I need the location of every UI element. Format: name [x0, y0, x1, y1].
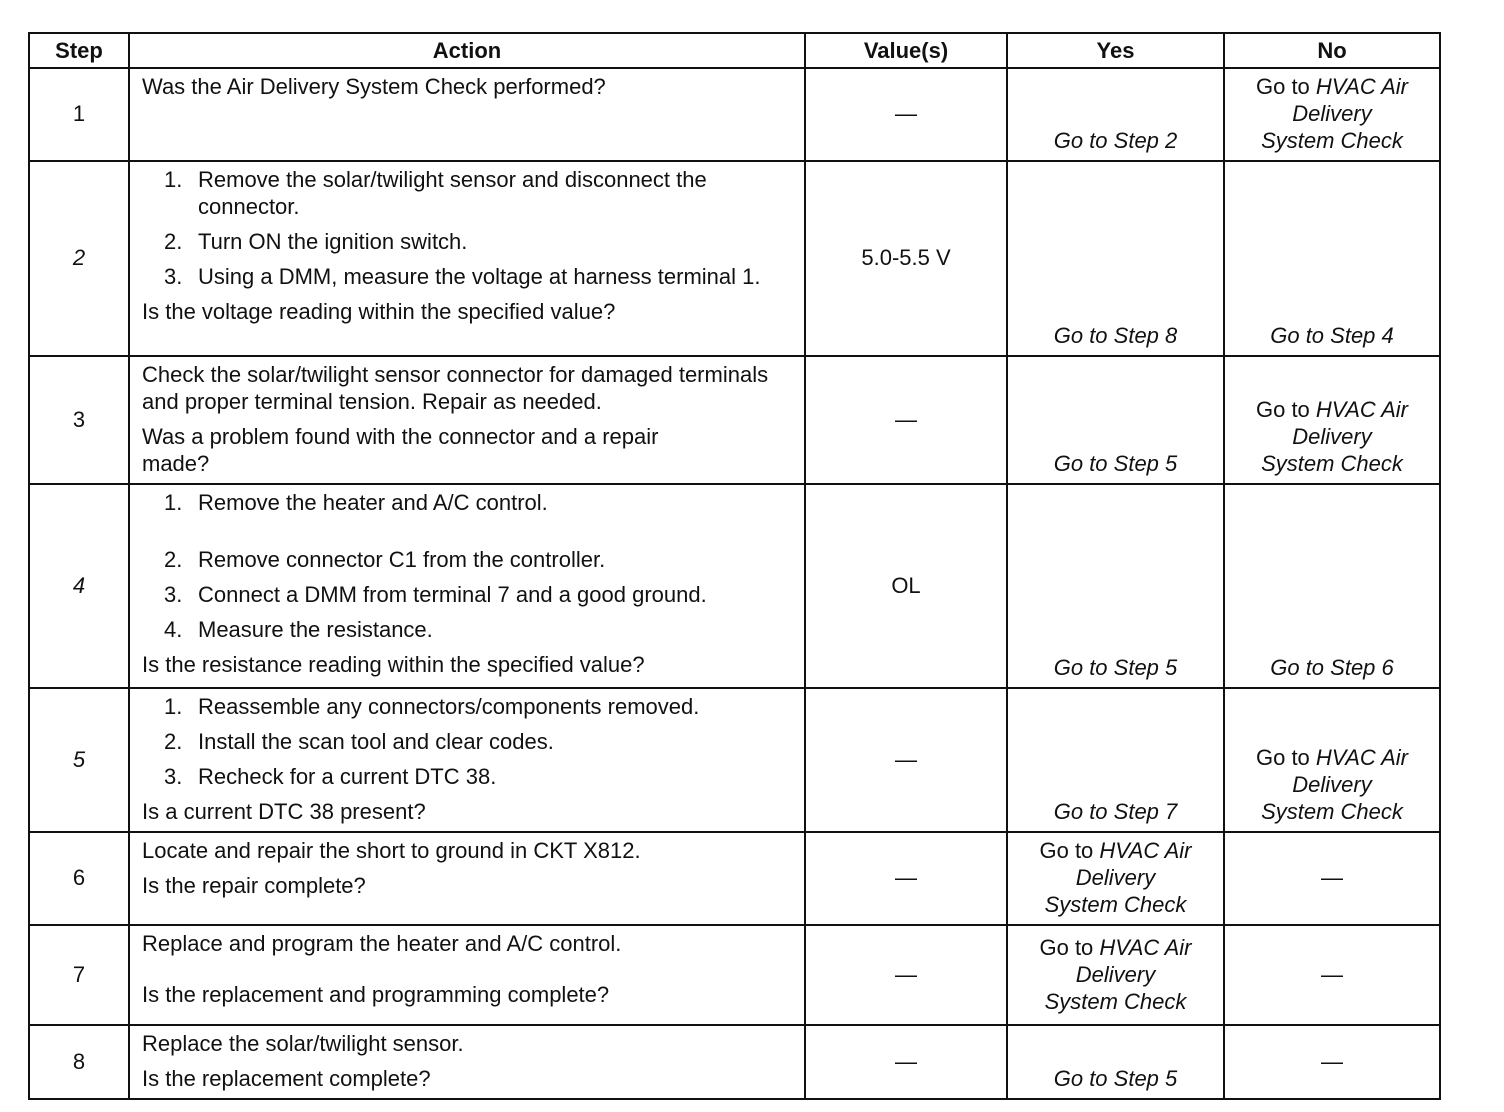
- ref-title-3: System Check: [1261, 451, 1403, 476]
- table-row: [29, 688, 1440, 832]
- action-step: [164, 693, 792, 720]
- step-index: 1.: [164, 694, 183, 719]
- ref-title-2: Delivery: [1292, 101, 1372, 126]
- step-number: 3: [29, 356, 129, 484]
- table-row: [29, 484, 1440, 688]
- step-index: 3.: [164, 582, 183, 607]
- no-cell: [1224, 688, 1440, 832]
- action-question: Is the resistance reading within the specified value?: [142, 652, 645, 677]
- action-step: [164, 581, 792, 608]
- yes-cell: Go to Step 8: [1007, 161, 1224, 356]
- step-text: Turn ON the ignition switch.: [198, 229, 468, 254]
- action-steps: [142, 693, 792, 790]
- no-cell: Go to Step 4: [1224, 161, 1440, 356]
- step-text: Install the scan tool and clear codes.: [198, 729, 554, 754]
- step-index: 3.: [164, 764, 183, 789]
- ref-title-3: System Check: [1044, 988, 1187, 1014]
- action-step: [164, 489, 792, 516]
- no-cell: —: [1224, 832, 1440, 925]
- step-text: Using a DMM, measure the voltage at harness terminal 1.: [198, 264, 761, 289]
- ref-title-2: Delivery: [1075, 961, 1156, 987]
- table-row: [29, 68, 1440, 161]
- header-values: Value(s): [805, 33, 1007, 68]
- no-cell: [1224, 356, 1440, 484]
- step-number: 5: [29, 688, 129, 832]
- no-cell: —: [1224, 925, 1440, 1025]
- table-row: [29, 356, 1440, 484]
- action-step: [164, 228, 792, 255]
- step-text: Remove the solar/twilight sensor and disconnect the connector.: [198, 167, 707, 219]
- value-cell: OL: [805, 484, 1007, 688]
- table-row: [29, 832, 1440, 925]
- table-row: [29, 1025, 1440, 1099]
- header-action: Action: [129, 33, 805, 68]
- step-index: 1.: [164, 167, 183, 192]
- yes-cell: Go to Step 5: [1007, 356, 1224, 484]
- action-text: Locate and repair the short to ground in CKT X812.: [142, 838, 641, 863]
- ref-title-2: Delivery: [1075, 865, 1156, 890]
- action-cell: [129, 356, 805, 484]
- value-cell: —: [805, 68, 1007, 161]
- no-cell: [1224, 68, 1440, 161]
- action-question: Was the Air Delivery System Check performed?: [142, 74, 606, 99]
- no-cell: —: [1224, 1025, 1440, 1099]
- step-index: 2.: [164, 229, 183, 254]
- yes-cell: [1007, 832, 1224, 925]
- header-yes: Yes: [1007, 33, 1224, 68]
- no-cell: Go to Step 6: [1224, 484, 1440, 688]
- action-steps: [142, 489, 792, 643]
- step-index: 1.: [164, 490, 183, 515]
- ref-title-2: Delivery: [1292, 772, 1372, 797]
- ref-prefix: Go to: [1255, 745, 1316, 770]
- ref-title-1: HVAC Air: [1315, 397, 1408, 422]
- action-question: Is the voltage reading within the specified value?: [142, 299, 616, 324]
- value-cell: —: [805, 1025, 1007, 1099]
- step-text: Remove the heater and A/C control.: [198, 490, 548, 515]
- action-question: Is the repair complete?: [142, 873, 366, 898]
- action-cell: [129, 1025, 805, 1099]
- yes-cell: Go to Step 5: [1007, 484, 1224, 688]
- ref-title-1: HVAC Air: [1315, 74, 1408, 99]
- header-no: No: [1224, 33, 1440, 68]
- header-step: Step: [29, 33, 129, 68]
- step-text: Reassemble any connectors/components removed.: [198, 694, 700, 719]
- action-cell: [129, 68, 805, 161]
- action-cell: [129, 161, 805, 356]
- table-row: [29, 925, 1440, 1025]
- diagnostic-table: [28, 32, 1441, 1100]
- step-number: 1: [29, 68, 129, 161]
- step-text: Measure the resistance.: [198, 617, 433, 642]
- ref-title-3: System Check: [1261, 799, 1403, 824]
- ref-title-1: HVAC Air: [1099, 934, 1192, 960]
- step-index: 2.: [164, 729, 183, 754]
- step-number: 2: [29, 161, 129, 356]
- yes-cell: Go to Step 5: [1007, 1025, 1224, 1099]
- value-cell: —: [805, 832, 1007, 925]
- step-number: 8: [29, 1025, 129, 1099]
- ref-title-2: Delivery: [1292, 424, 1372, 449]
- action-cell: [129, 925, 805, 1025]
- action-step: [164, 263, 792, 290]
- yes-cell: Go to Step 2: [1007, 68, 1224, 161]
- yes-cell: [1007, 925, 1224, 1025]
- action-question: Is the replacement and programming complete?: [142, 982, 610, 1007]
- step-index: 4.: [164, 617, 183, 642]
- ref-prefix: Go to: [1039, 838, 1100, 863]
- ref-title-1: HVAC Air: [1099, 838, 1192, 863]
- step-text: Recheck for a current DTC 38.: [198, 764, 497, 789]
- action-text: Replace and program the heater and A/C control.: [142, 931, 622, 956]
- action-steps: [142, 166, 792, 290]
- yes-cell: Go to Step 7: [1007, 688, 1224, 832]
- action-step: [164, 166, 792, 220]
- step-index: 3.: [164, 264, 183, 289]
- ref-prefix: Go to: [1255, 397, 1316, 422]
- value-cell: —: [805, 925, 1007, 1025]
- ref-prefix: Go to: [1039, 934, 1100, 960]
- action-text: Check the solar/twilight sensor connector for damaged terminals and proper terminal tension. Repair as needed.: [142, 362, 769, 414]
- table-row: [29, 161, 1440, 356]
- action-question: Was a problem found with the connector and a repair made?: [142, 424, 659, 476]
- action-step: [164, 546, 792, 573]
- action-text: Replace the solar/twilight sensor.: [142, 1031, 464, 1056]
- action-question: Is a current DTC 38 present?: [142, 799, 426, 824]
- action-step: [164, 616, 792, 643]
- value-cell: 5.0-5.5 V: [805, 161, 1007, 356]
- step-number: 6: [29, 832, 129, 925]
- value-cell: —: [805, 356, 1007, 484]
- action-step: [164, 728, 792, 755]
- step-number: 7: [29, 925, 129, 1025]
- step-index: 2.: [164, 547, 183, 572]
- action-cell: [129, 688, 805, 832]
- step-number: 4: [29, 484, 129, 688]
- step-text: Remove connector C1 from the controller.: [198, 547, 606, 572]
- action-step: [164, 763, 792, 790]
- value-cell: —: [805, 688, 1007, 832]
- ref-title-3: System Check: [1261, 128, 1403, 153]
- ref-title-3: System Check: [1044, 892, 1187, 917]
- action-cell: [129, 484, 805, 688]
- ref-title-1: HVAC Air: [1315, 745, 1408, 770]
- header-row: [29, 33, 1440, 68]
- ref-prefix: Go to: [1255, 74, 1316, 99]
- action-cell: [129, 832, 805, 925]
- step-text: Connect a DMM from terminal 7 and a good ground.: [198, 582, 707, 607]
- action-question: Is the replacement complete?: [142, 1066, 431, 1091]
